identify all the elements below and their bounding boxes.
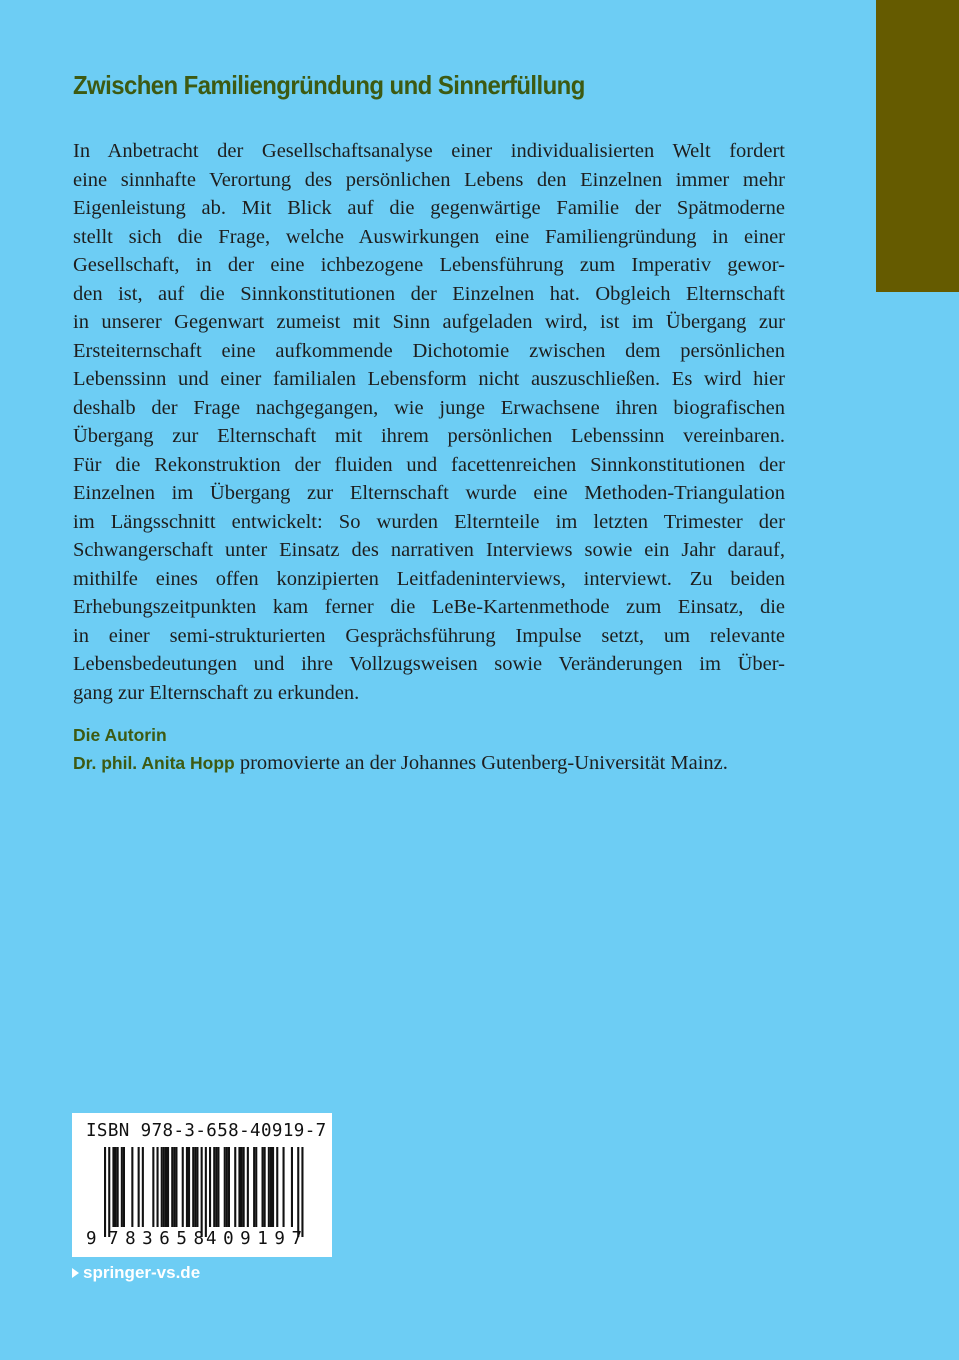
barcode-bar bbox=[228, 1147, 230, 1227]
blurb-line: stellt sich die Frage, welche Auswirkungen eine Familiengründung in einer bbox=[73, 225, 785, 248]
arrow-right-icon bbox=[72, 1268, 79, 1278]
accent-bar bbox=[876, 0, 959, 292]
barcode-bar bbox=[215, 1147, 217, 1227]
blurb-line: im Längsschnitt entwickelt: So wurden Elternteile im letzten Trimester der bbox=[73, 510, 785, 533]
blurb-line: Lebensbedeutungen und ihre Vollzugsweisen sowie Veränderungen im Über- bbox=[73, 653, 785, 675]
barcode-bars bbox=[104, 1147, 304, 1237]
blurb-line: in unserer Gegenwart zumeist mit Sinn aufgeladen wird, ist im Übergang zur bbox=[73, 311, 785, 333]
barcode-bar bbox=[209, 1147, 211, 1227]
barcode-bar bbox=[297, 1147, 299, 1237]
barcode bbox=[72, 1113, 332, 1257]
barcode-bar bbox=[188, 1147, 190, 1227]
blurb-line: mithilfe eines offen konzipierten Leitfadeninterviews, interviewt. Zu beiden bbox=[73, 567, 785, 590]
barcode-bar bbox=[238, 1147, 240, 1227]
barcode-bar bbox=[234, 1147, 236, 1227]
blurb-line: Ersteiternschaft eine aufkommende Dichotomie zwischen dem persönlichen bbox=[73, 339, 785, 362]
barcode-bar bbox=[264, 1147, 266, 1227]
barcode-bar bbox=[167, 1147, 169, 1227]
blurb-line: gang zur Elternschaft zu erkunden. bbox=[73, 681, 360, 704]
ean-right-group: 409197 bbox=[206, 1229, 302, 1249]
barcode-bar bbox=[157, 1147, 159, 1227]
barcode-bar bbox=[291, 1147, 293, 1227]
barcode-bar bbox=[192, 1147, 194, 1227]
page-title: Zwischen Familiengründung und Sinnerfüllung bbox=[73, 70, 585, 100]
blurb-line: Einzelnen im Übergang zur Elternschaft wurde eine Methoden-Triangulation bbox=[73, 482, 785, 504]
barcode-bar bbox=[262, 1147, 264, 1227]
barcode-bar bbox=[117, 1147, 119, 1227]
barcode-bar bbox=[152, 1147, 154, 1227]
author-description: promovierte an der Johannes Gutenberg-Universität Mainz. bbox=[234, 752, 728, 774]
barcode-bar bbox=[121, 1147, 123, 1227]
blurb-line: Schwangerschaft unter Einsatz des narrativen Interviews sowie ein Jahr darauf, bbox=[73, 539, 785, 561]
barcode-bar bbox=[247, 1147, 249, 1227]
barcode-bar bbox=[243, 1147, 245, 1227]
barcode-bar bbox=[138, 1147, 140, 1227]
blurb-line: eine sinnhafte Verortung des persönlichen Lebens den Einzelnen immer mehr bbox=[73, 168, 785, 191]
blurb-line: deshalb der Frage nachgegangen, wie junge Erwachsene ihren biografischen bbox=[73, 396, 785, 419]
author-bio bbox=[73, 752, 728, 775]
barcode-bar bbox=[182, 1147, 184, 1227]
barcode-bar bbox=[253, 1147, 255, 1227]
blurb-line: den ist, auf die Sinnkonstitutionen der Einzelnen hat. Obgleich Elternschaft bbox=[73, 282, 785, 305]
barcode-bar bbox=[165, 1147, 167, 1227]
blurb-line: Erhebungszeitpunkten kam ferner die LeBe-Kartenmethode zum Einsatz, die bbox=[73, 596, 785, 618]
barcode-bar bbox=[161, 1147, 163, 1227]
publisher-website[interactable] bbox=[72, 1263, 200, 1283]
barcode-bar bbox=[272, 1147, 274, 1227]
website-label: springer-vs.de bbox=[83, 1263, 201, 1282]
barcode-bar bbox=[268, 1147, 270, 1227]
barcode-bar bbox=[108, 1147, 110, 1237]
barcode-bar bbox=[163, 1147, 165, 1227]
barcode-bar bbox=[283, 1147, 285, 1227]
blurb-line: In Anbetracht der Gesellschaftsanalyse einer individualisierten Welt fordert bbox=[73, 140, 785, 162]
blurb-line: Übergang zur Elternschaft mit ihrem persönlichen Lebenssinn vereinbaren. bbox=[73, 425, 785, 447]
barcode-bar bbox=[131, 1147, 133, 1227]
barcode-bar bbox=[142, 1147, 144, 1227]
isbn-label: ISBN 978-3-658-40919-7 bbox=[86, 1121, 327, 1141]
barcode-bar bbox=[175, 1147, 177, 1227]
barcode-bar bbox=[171, 1147, 173, 1227]
barcode-bar bbox=[217, 1147, 219, 1227]
barcode-bar bbox=[226, 1147, 228, 1227]
barcode-bar bbox=[301, 1147, 303, 1237]
barcode-bar bbox=[224, 1147, 226, 1227]
blurb-line: in einer semi-strukturierten Gesprächsführung Impulse setzt, um relevante bbox=[73, 624, 785, 647]
barcode-bar bbox=[276, 1147, 278, 1227]
blurb-line: Eigenleistung ab. Mit Blick auf die gegenwärtige Familie der Spätmoderne bbox=[73, 197, 785, 219]
barcode-bar bbox=[201, 1147, 203, 1237]
ean-left-group: 783658 bbox=[108, 1229, 204, 1249]
blurb-line: Für die Rekonstruktion der fluiden und facettenreichen Sinnkonstitutionen der bbox=[73, 453, 785, 476]
barcode-bar bbox=[241, 1147, 243, 1227]
barcode-bar bbox=[104, 1147, 106, 1237]
ean-first-digit: 9 bbox=[86, 1229, 97, 1249]
author-name: Dr. phil. Anita Hopp bbox=[73, 753, 235, 773]
blurb-text bbox=[73, 137, 785, 707]
barcode-bar bbox=[194, 1147, 196, 1227]
barcode-bar bbox=[205, 1147, 207, 1237]
barcode-bar bbox=[112, 1147, 114, 1227]
barcode-bar bbox=[213, 1147, 215, 1227]
barcode-bar bbox=[173, 1147, 175, 1227]
barcode-bar bbox=[270, 1147, 272, 1227]
barcode-bar bbox=[123, 1147, 125, 1227]
barcode-bar bbox=[186, 1147, 188, 1227]
blurb-line: Lebenssinn und einer familialen Lebensform nicht auszuschließen. Es wird hier bbox=[73, 368, 785, 390]
barcode-box bbox=[72, 1113, 332, 1257]
author-heading: Die Autorin bbox=[73, 725, 167, 745]
barcode-bar bbox=[255, 1147, 257, 1227]
barcode-bar bbox=[196, 1147, 198, 1227]
barcode-bar bbox=[115, 1147, 117, 1227]
blurb-line: Gesellschaft, in der eine ichbezogene Lebensführung zum Imperativ gewor- bbox=[73, 254, 785, 276]
